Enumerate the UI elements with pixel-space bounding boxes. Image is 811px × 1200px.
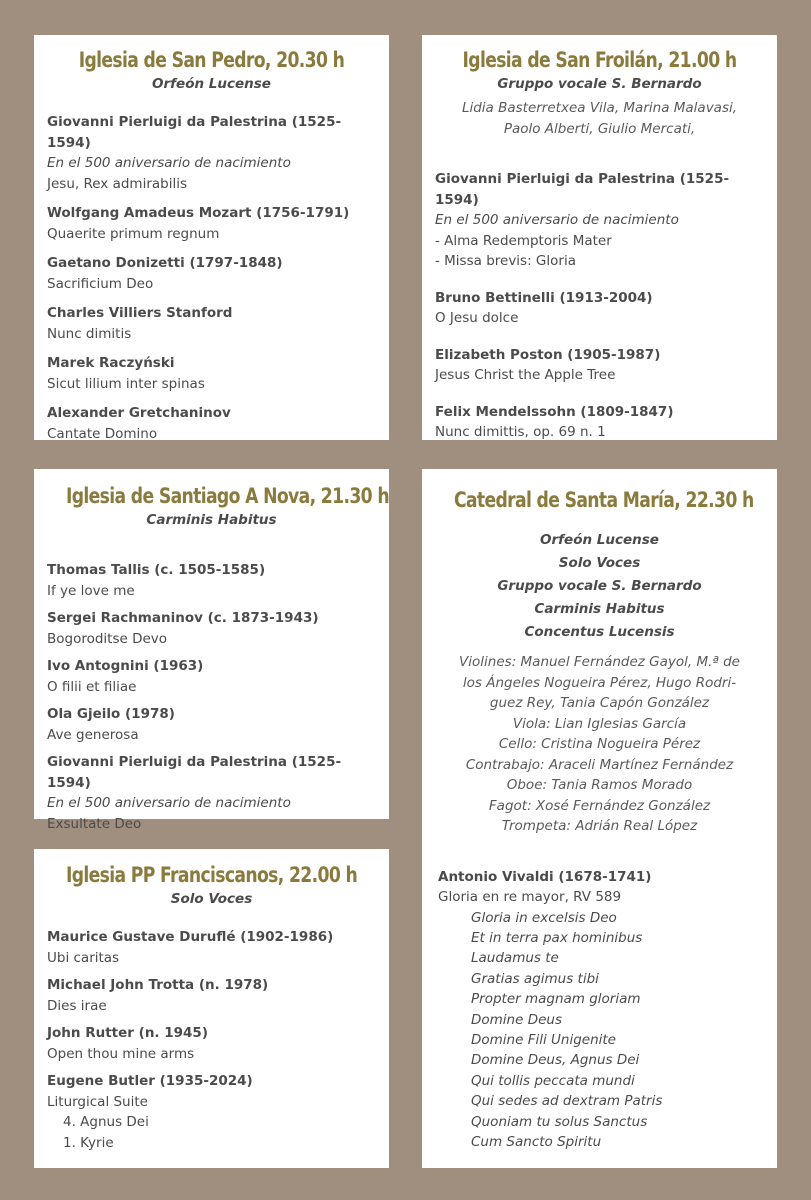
anniversary-note: En el 500 aniversario de nacimiento bbox=[47, 795, 291, 811]
program-item bbox=[47, 656, 379, 697]
program-item bbox=[47, 403, 379, 444]
card-title: Iglesia de San Froilán, 21.00 h bbox=[462, 48, 737, 72]
musician-line: Oboe: Tania Ramos Morado bbox=[506, 777, 693, 793]
composer: Thomas Tallis (c. 1505-1585) bbox=[47, 562, 266, 578]
composer: Charles Villiers Stanford bbox=[47, 305, 233, 321]
performers-line: Paolo Alberti, Giulio Mercati, bbox=[503, 120, 696, 137]
composer: Ivo Antognini (1963) bbox=[47, 658, 204, 674]
card-title: Iglesia PP Franciscanos, 22.00 h bbox=[65, 863, 358, 887]
work-title: Jesus Christ the Apple Tree bbox=[435, 367, 616, 383]
work-title: Gloria en re mayor, RV 589 bbox=[438, 889, 622, 905]
program-list bbox=[34, 927, 389, 1153]
work-title: Nunc dimitis bbox=[47, 325, 132, 342]
program-item bbox=[435, 169, 767, 272]
composer: Antonio Vivaldi (1678-1741) bbox=[438, 868, 652, 885]
card-title: Catedral de Santa María, 22.30 h bbox=[453, 488, 754, 512]
ensemble-name: Solo Voces bbox=[558, 555, 641, 571]
composer: Alexander Gretchaninov bbox=[47, 405, 231, 421]
program-item bbox=[47, 253, 379, 294]
program-item bbox=[47, 303, 379, 344]
movement: Domine Fili Unigenite bbox=[471, 1031, 616, 1048]
movement: Propter magnam gloriam bbox=[471, 991, 641, 1008]
movement: Qui tollis peccata mundi bbox=[471, 1072, 635, 1089]
program-item bbox=[47, 560, 379, 601]
work-title: O filii et filiae bbox=[47, 678, 137, 695]
work-title: Sacrificium Deo bbox=[47, 275, 154, 292]
composer: Bruno Bettinelli (1913-2004) bbox=[435, 289, 653, 306]
sub-work: 4. Agnus Dei bbox=[63, 1114, 149, 1130]
ensemble-name: Orfeón Lucense bbox=[540, 532, 659, 548]
movement: Domine Deus bbox=[471, 1011, 562, 1028]
composer: Wolfgang Amadeus Mozart (1756-1791) bbox=[47, 205, 350, 221]
sub-work: 1. Kyrie bbox=[63, 1134, 114, 1151]
program-item bbox=[47, 927, 379, 968]
anniversary-note: En el 500 aniversario de nacimiento bbox=[435, 212, 679, 228]
work-title: Nunc dimittis, op. 69 n. 1 bbox=[435, 424, 606, 440]
program-item bbox=[47, 203, 379, 244]
concert-card-santiago-a-nova bbox=[34, 469, 389, 832]
musician-line: Viola: Lian Iglesias García bbox=[512, 715, 687, 732]
composer: Giovanni Pierluigi da Palestrina (1525-1594) bbox=[47, 114, 342, 151]
work-title: Bogoroditse Devo bbox=[47, 630, 168, 647]
movement: Domine Deus, Agnus Dei bbox=[471, 1052, 640, 1069]
program-item bbox=[47, 608, 379, 649]
composer: Giovanni Pierluigi da Palestrina (1525-1594) bbox=[435, 171, 730, 208]
work-title: Jesu, Rex admirabilis bbox=[47, 175, 188, 192]
musician-line: guez Rey, Tania Capón González bbox=[489, 695, 710, 711]
work-title: Quaerite primum regnum bbox=[47, 225, 220, 242]
musician-line: Cello: Cristina Nogueira Pérez bbox=[498, 736, 701, 752]
composer: Ola Gjeilo (1978) bbox=[47, 706, 175, 722]
ensemble-name: Concentus Lucensis bbox=[524, 624, 675, 640]
ensemble-name: Solo Voces bbox=[170, 891, 253, 907]
program-list bbox=[34, 560, 389, 834]
musician-line: Violines: Manuel Fernández Gayol, M.ª de bbox=[459, 654, 740, 670]
movement: Gloria in excelsis Deo bbox=[471, 909, 617, 926]
program-list bbox=[422, 867, 777, 1153]
program-item bbox=[47, 752, 379, 834]
movement: Gratias agimus tibi bbox=[471, 970, 599, 987]
program-item bbox=[47, 1023, 379, 1064]
card-title: Iglesia de San Pedro, 20.30 h bbox=[78, 48, 345, 72]
composer: Elizabeth Poston (1905-1987) bbox=[435, 346, 661, 363]
composer: Gaetano Donizetti (1797-1848) bbox=[47, 255, 283, 271]
card-title: Iglesia de Santiago A Nova, 21.30 h bbox=[65, 484, 389, 508]
performers-line: Lidia Basterretxea Vila, Marina Malavasi, bbox=[461, 100, 738, 116]
movement: Laudamus te bbox=[471, 950, 559, 967]
work-title: Liturgical Suite bbox=[47, 1093, 148, 1110]
work-title: - Missa brevis: Gloria bbox=[435, 253, 576, 269]
composer: Michael John Trotta (n. 1978) bbox=[47, 977, 269, 993]
ensemble-name: Carminis Habitus bbox=[146, 512, 277, 528]
movement: Cum Sancto Spiritu bbox=[471, 1133, 602, 1150]
program-item bbox=[47, 975, 379, 1016]
work-title: Open thou mine arms bbox=[47, 1045, 195, 1062]
program-list bbox=[34, 112, 389, 444]
musician-line: Trompeta: Adrián Real López bbox=[501, 818, 698, 834]
musician-line: los Ángeles Nogueira Pérez, Hugo Rodri- bbox=[462, 674, 737, 691]
ensemble-name: Orfeón Lucense bbox=[152, 76, 271, 92]
program-item bbox=[435, 288, 767, 329]
program-item bbox=[47, 353, 379, 394]
program-item bbox=[435, 345, 767, 386]
work-title: Exsultate Deo bbox=[47, 815, 142, 832]
concert-card-san-pedro bbox=[34, 35, 389, 440]
movement: Et in terra pax hominibus bbox=[471, 929, 643, 946]
concert-card-pp-franciscanos bbox=[34, 849, 389, 1168]
program-item bbox=[47, 704, 379, 745]
composer: Felix Mendelssohn (1809-1847) bbox=[435, 403, 674, 420]
composer: Maurice Gustave Duruflé (1902-1986) bbox=[47, 929, 334, 945]
work-title: Dies irae bbox=[47, 997, 107, 1014]
composer: Giovanni Pierluigi da Palestrina (1525-1594) bbox=[47, 754, 342, 791]
movement: Quoniam tu solus Sanctus bbox=[471, 1113, 648, 1130]
anniversary-note: En el 500 aniversario de nacimiento bbox=[47, 155, 291, 171]
concert-card-san-froilan bbox=[422, 35, 777, 440]
program-item bbox=[435, 402, 767, 443]
composer: Eugene Butler (1935-2024) bbox=[47, 1073, 253, 1089]
musician-line: Fagot: Xosé Fernández González bbox=[488, 797, 711, 814]
movement: Qui sedes ad dextram Patris bbox=[471, 1093, 663, 1110]
work-title: Sicut lilium inter spinas bbox=[47, 375, 205, 392]
program-list bbox=[422, 169, 777, 443]
work-title: Ave generosa bbox=[47, 726, 139, 743]
musician-line: Contrabajo: Araceli Martínez Fernández bbox=[465, 756, 734, 773]
program-item bbox=[47, 1071, 379, 1153]
composer: Marek Raczyński bbox=[47, 355, 175, 371]
work-title: If ye love me bbox=[47, 582, 135, 599]
program-item bbox=[47, 112, 379, 194]
composer: John Rutter (n. 1945) bbox=[47, 1025, 208, 1041]
work-title: O Jesu dolce bbox=[435, 310, 519, 326]
concert-card-catedral bbox=[422, 469, 777, 1168]
composer: Sergei Rachmaninov (c. 1873-1943) bbox=[47, 610, 319, 626]
ensemble-name: Carminis Habitus bbox=[534, 601, 665, 617]
work-title: - Alma Redemptoris Mater bbox=[435, 232, 612, 249]
ensemble-name: Gruppo vocale S. Bernardo bbox=[497, 76, 702, 92]
work-title: Cantate Domino bbox=[47, 425, 158, 442]
ensemble-name: Gruppo vocale S. Bernardo bbox=[497, 578, 702, 594]
work-title: Ubi caritas bbox=[47, 949, 120, 966]
